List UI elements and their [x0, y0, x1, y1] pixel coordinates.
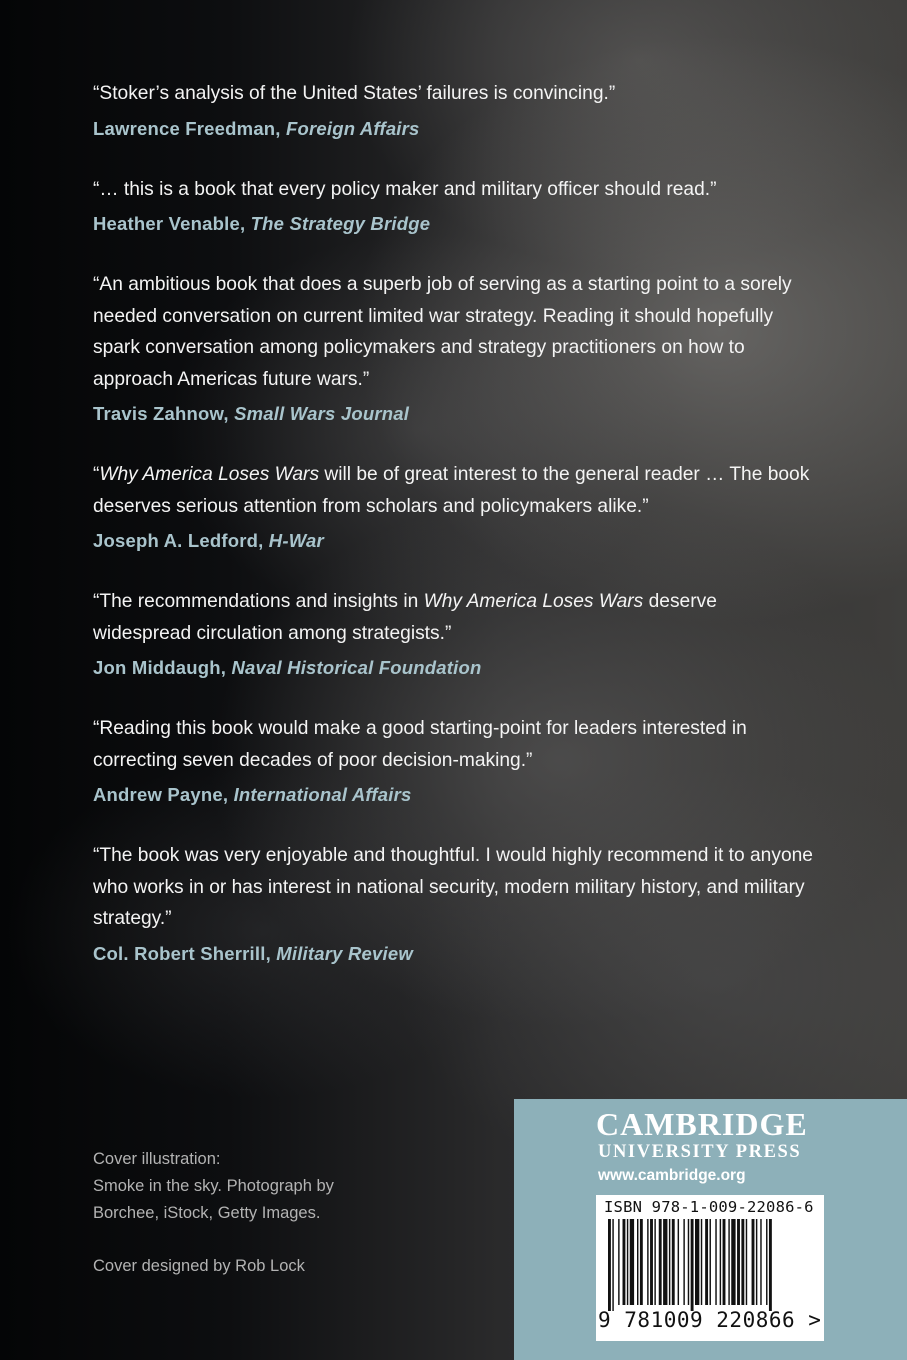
- designer-credit: Cover designed by Rob Lock: [93, 1257, 305, 1275]
- quote-source: [93, 529, 813, 553]
- quote-publication: Military Review: [276, 942, 413, 964]
- quote-publication: The Strategy Bridge: [250, 213, 431, 234]
- illustration-line: Smoke in the sky. Photograph by: [93, 1177, 334, 1195]
- quote-source: [93, 402, 813, 426]
- quote-source: [93, 212, 813, 236]
- quote-publication: Small Wars Journal: [234, 403, 410, 424]
- quote-block: [93, 713, 813, 807]
- quote-source: [93, 942, 813, 966]
- illustration-line: Borchee, iStock, Getty Images.: [93, 1204, 321, 1222]
- quote-block: [93, 269, 813, 426]
- quote-source: [93, 656, 813, 680]
- quote-text-part: deserve widespread circulation among strategists.”: [93, 591, 717, 644]
- quote-author: Lawrence Freedman,: [93, 117, 286, 139]
- illustration-heading: Cover illustration:: [93, 1150, 221, 1168]
- quote-block: [93, 459, 813, 553]
- publisher-press-logo: UNIVERSITY PRESS: [598, 1142, 802, 1162]
- quote-source: [93, 117, 813, 141]
- quote-publication: H-War: [268, 530, 324, 551]
- quote-text: [93, 840, 813, 935]
- publisher-name-logo: CAMBRIDGE: [596, 1106, 808, 1142]
- quote-text-part: “An ambitious book that does a superb job of serving as a starting point to a sorely needed conversation on current limited war strategy. Reading it should hopefully spark conversation among policymakers and strategy practitioners on how to approach Americas future wars.”: [93, 274, 792, 390]
- quote-text-part: “The recommendations and insights in: [93, 591, 424, 612]
- book-title: Why America Loses Wars: [423, 591, 644, 612]
- quote-text-part: “The book was very enjoyable and thoughtful. I would highly recommend it to anyone who works in or has interest in national security, modern military history, and military strategy.”: [93, 845, 813, 929]
- quote-text: [93, 459, 813, 522]
- barcode-digits: 9 781009 220866 >: [598, 1308, 822, 1332]
- quote-author: Andrew Payne,: [93, 784, 234, 805]
- quote-publication: Foreign Affairs: [285, 117, 420, 139]
- cover-credits: [93, 1146, 473, 1280]
- quote-text-part: “Reading this book would make a good starting-point for leaders interested in correcting seven decades of poor decision-making.”: [93, 718, 747, 771]
- publisher-panel: [514, 1099, 907, 1360]
- barcode-box: [596, 1195, 824, 1341]
- quote-author: Travis Zahnow,: [93, 403, 235, 424]
- quote-text: [93, 269, 813, 395]
- quote-author: Col. Robert Sherrill,: [93, 942, 277, 964]
- quote-source: [93, 783, 813, 807]
- isbn-label: ISBN 978-1-009-22086-6: [604, 1198, 814, 1216]
- quote-text: [93, 174, 813, 206]
- quote-block: [93, 174, 813, 237]
- quote-text-part: “Stoker’s analysis of the United States’ failures is convincing.”: [93, 83, 616, 104]
- quote-author: Heather Venable,: [93, 213, 251, 234]
- quote-text: [93, 586, 813, 649]
- quote-text-part: “… this is a book that every policy maker and military officer should read.”: [93, 178, 717, 200]
- quote-text: [93, 78, 813, 110]
- quote-publication: International Affairs: [233, 784, 412, 805]
- quote-block: [93, 78, 813, 141]
- quote-author: Jon Middaugh,: [93, 657, 232, 678]
- quote-block: [93, 586, 813, 680]
- review-quotes: [93, 78, 813, 999]
- quote-block: [93, 840, 813, 966]
- quote-text-part: “: [93, 464, 100, 485]
- quote-publication: Naval Historical Foundation: [231, 657, 482, 678]
- book-title: Why America Loses Wars: [99, 464, 320, 485]
- quote-text-part: will be of great interest to the general reader … The book deserves serious attention from scholars and policymakers alike.”: [93, 464, 810, 517]
- quote-text: [93, 713, 813, 776]
- quote-author: Joseph A. Ledford,: [93, 530, 269, 551]
- barcode-image: [602, 1219, 818, 1311]
- publisher-url: www.cambridge.org: [598, 1167, 746, 1184]
